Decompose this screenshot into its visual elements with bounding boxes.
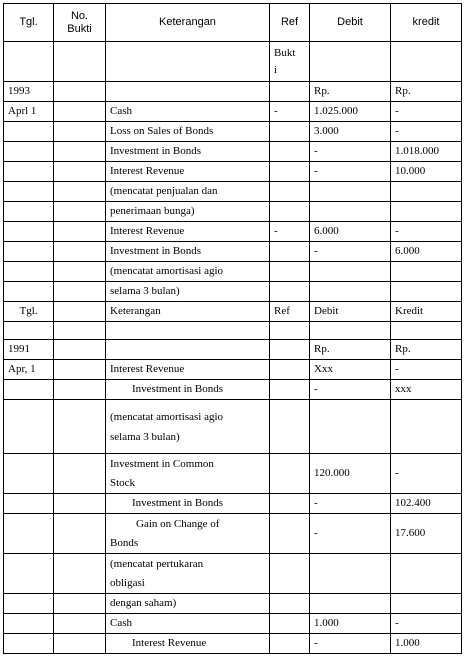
table-row	[4, 614, 462, 634]
cell-keterangan: Interest Revenue	[106, 634, 270, 654]
header-no-bukti-line1: No.	[70, 9, 89, 22]
currency-kredit: Rp.	[391, 82, 462, 102]
cell-debit	[310, 282, 391, 302]
year-1993: 1993	[4, 82, 54, 102]
header-row	[4, 4, 462, 42]
cell-ref	[270, 142, 310, 162]
cell-debit: Xxx	[310, 360, 391, 380]
header-row-2	[4, 302, 462, 322]
cell-ref: -	[270, 222, 310, 242]
ket-line: (mencatat pertukaran	[110, 557, 204, 570]
cell-kredit	[391, 202, 462, 222]
table-row	[4, 454, 462, 494]
cell-debit: 3.000	[310, 122, 391, 142]
cell-keterangan: Interest Revenue	[106, 162, 270, 182]
header2-kredit: Kredit	[391, 302, 462, 322]
cell-keterangan	[106, 454, 270, 494]
cell-keterangan: (mencatat penjualan dan	[106, 182, 270, 202]
cell-keterangan	[106, 554, 270, 594]
cell-kredit	[391, 262, 462, 282]
cell-tgl	[4, 222, 54, 242]
cell-kredit: xxx	[391, 380, 462, 400]
cell-kredit: 1.018.000	[391, 142, 462, 162]
cell-tgl	[4, 182, 54, 202]
cell-kredit: -	[391, 222, 462, 242]
header-tgl: Tgl.	[4, 4, 54, 42]
cell-debit	[310, 262, 391, 282]
cell-keterangan: Interest Revenue	[106, 360, 270, 380]
cell-kredit: 102.400	[391, 494, 462, 514]
header-keterangan: Keterangan	[106, 4, 270, 42]
header-no-bukti-line2: Bukti	[67, 22, 92, 35]
year-row-2	[4, 340, 462, 360]
table-row	[4, 182, 462, 202]
cell-keterangan: Cash	[106, 102, 270, 122]
table-row	[4, 380, 462, 400]
cell-kredit: 10.000	[391, 162, 462, 182]
table-row	[4, 554, 462, 594]
cell-ref	[270, 242, 310, 262]
cell-tgl	[4, 242, 54, 262]
cell-tgl	[4, 142, 54, 162]
cell-keterangan: Investment in Bonds	[106, 242, 270, 262]
table-row	[4, 634, 462, 654]
currency-debit: Rp.	[310, 82, 391, 102]
ket-line: Bonds	[110, 536, 139, 549]
ket-line: obligasi	[110, 576, 145, 589]
header-no-bukti	[54, 4, 106, 42]
table-row	[4, 494, 462, 514]
table-row	[4, 282, 462, 302]
cell-debit: 1.025.000	[310, 102, 391, 122]
cell-ref: -	[270, 102, 310, 122]
header2-debit: Debit	[310, 302, 391, 322]
cell-keterangan: Investment in Bonds	[106, 380, 270, 400]
ref-bukti-cell	[270, 42, 310, 82]
cell-debit: 120.000	[310, 454, 391, 494]
cell-debit: 6.000	[310, 222, 391, 242]
cell-keterangan: Cash	[106, 614, 270, 634]
cell-ref	[270, 282, 310, 302]
spacer-row	[4, 322, 462, 340]
year-row	[4, 82, 462, 102]
cell-keterangan: Investment in Bonds	[106, 142, 270, 162]
header-ref: Ref	[270, 4, 310, 42]
cell-keterangan	[106, 514, 270, 554]
header2-ref: Ref	[270, 302, 310, 322]
ket-line: (mencatat amortisasi agio	[110, 410, 224, 423]
cell-tgl	[4, 202, 54, 222]
cell-tgl	[4, 122, 54, 142]
cell-tgl	[4, 282, 54, 302]
ket-line: Gain on Change of	[136, 517, 220, 530]
currency-kredit-2: Rp.	[391, 340, 462, 360]
table-row	[4, 102, 462, 122]
cell-ref	[270, 202, 310, 222]
cell-ref	[270, 182, 310, 202]
cell-keterangan: Investment in Bonds	[106, 494, 270, 514]
table-row	[4, 360, 462, 380]
cell-debit: -	[310, 380, 391, 400]
cell-debit	[310, 182, 391, 202]
cell-debit: -	[310, 162, 391, 182]
ket-line: Stock	[110, 476, 136, 489]
cell-debit: -	[310, 634, 391, 654]
cell-debit	[310, 202, 391, 222]
cell-debit: -	[310, 242, 391, 262]
cell-kredit: -	[391, 454, 462, 494]
header-debit: Debit	[310, 4, 391, 42]
ref-bukti-line2: i	[274, 64, 278, 76]
cell-keterangan: Interest Revenue	[106, 222, 270, 242]
cell-kredit	[391, 282, 462, 302]
cell-kredit: 6.000	[391, 242, 462, 262]
cell-kredit: -	[391, 360, 462, 380]
table-row	[4, 514, 462, 554]
currency-debit-2: Rp.	[310, 340, 391, 360]
cell-kredit	[391, 182, 462, 202]
table-row	[4, 202, 462, 222]
table-row	[4, 222, 462, 242]
cell-kredit: -	[391, 102, 462, 122]
cell-debit: 1.000	[310, 614, 391, 634]
ket-line: selama 3 bulan)	[110, 430, 180, 443]
header-kredit: kredit	[391, 4, 462, 42]
header2-tgl: Tgl.	[4, 302, 54, 322]
cell-tgl	[4, 262, 54, 282]
table-row	[4, 242, 462, 262]
cell-keterangan: selama 3 bulan)	[106, 282, 270, 302]
ref-bukti-row	[4, 42, 462, 82]
header2-keterangan: Keterangan	[106, 302, 270, 322]
cell-keterangan: Loss on Sales of Bonds	[106, 122, 270, 142]
ket-line: Investment in Common	[110, 457, 214, 470]
journal-table	[3, 3, 462, 654]
cell-debit: -	[310, 142, 391, 162]
cell-kredit: -	[391, 122, 462, 142]
year-1991: 1991	[4, 340, 54, 360]
cell-debit: -	[310, 494, 391, 514]
cell-kredit: 1.000	[391, 634, 462, 654]
cell-ref	[270, 122, 310, 142]
table-row	[4, 594, 462, 614]
table-row	[4, 142, 462, 162]
cell-tgl	[4, 162, 54, 182]
cell-keterangan: penerimaan bunga)	[106, 202, 270, 222]
cell-debit: -	[310, 514, 391, 554]
table-row	[4, 262, 462, 282]
cell-kredit: 17.600	[391, 514, 462, 554]
cell-keterangan: dengan saham)	[106, 594, 270, 614]
cell-keterangan: (mencatat amortisasi agio	[106, 262, 270, 282]
cell-tgl: Aprl 1	[4, 102, 54, 122]
ref-bukti-line1: Bukt	[274, 47, 296, 59]
cell-tgl: Apr, 1	[4, 360, 54, 380]
table-row	[4, 162, 462, 182]
cell-keterangan	[106, 400, 270, 454]
cell-ref	[270, 162, 310, 182]
table-row	[4, 122, 462, 142]
cell-kredit: -	[391, 614, 462, 634]
cell-ref	[270, 262, 310, 282]
table-row	[4, 400, 462, 454]
